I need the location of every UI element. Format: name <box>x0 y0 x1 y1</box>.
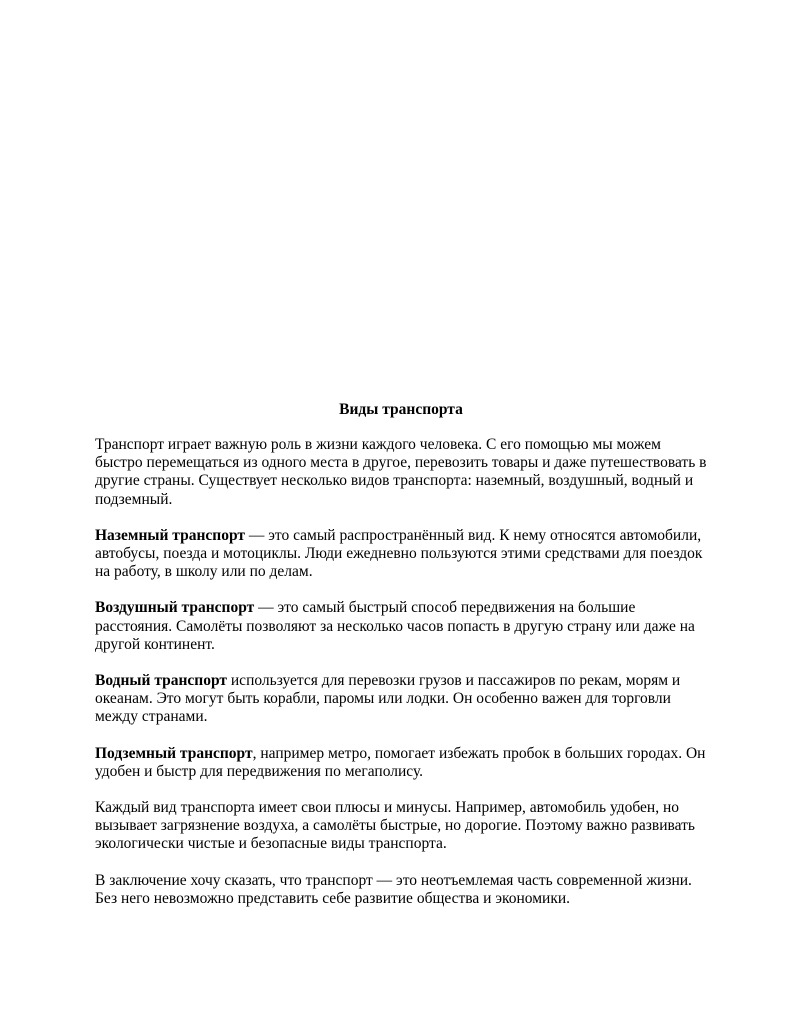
section-water-transport <box>95 672 707 727</box>
document-title: Виды транспорта <box>339 401 463 418</box>
section-text: — это самый распространённый вид. К нему относятся автомобили, автобусы, поезда и мотоциклы. Люди ежедневно пользуются этими средствами для поездок на работу, в школу или по делам. <box>95 526 703 581</box>
section-text: — это самый быстрый способ передвижения на большие расстояния. Самолёты позволяют за несколько часов попасть в другую страну или даже на другой континент. <box>95 599 695 653</box>
section-term: Подземный транспорт <box>95 744 253 762</box>
section-text: , например метро, помогает избежать пробок в больших городах. Он удобен и быстр для передвижения по мегаполису. <box>95 744 706 780</box>
section-term: Воздушный транспорт <box>95 599 255 617</box>
intro-paragraph: Транспорт играет важную роль в жизни каждого человека. С его помощью мы можем быстро перемещаться из одного места в другое, перевозить товары и даже путешествовать в другие страны. Существует несколько видов транспорта: наземный, воздушный, водный и подземный. <box>95 436 707 508</box>
section-air-transport <box>95 599 707 654</box>
conclusion-paragraph: В заключение хочу сказать, что транспорт — это неотъемлемая часть современной жизни. Без него невозможно представить себе развитие общества и экономики. <box>95 871 692 907</box>
section-term: Водный транспорт <box>95 672 228 690</box>
section-text: используется для перевозки грузов и пассажиров по рекам, морям и океанам. Это могут быть корабли, паромы или лодки. Он особенно важен для торговли между странами. <box>95 672 681 726</box>
section-ground-transport <box>95 527 707 582</box>
document-body <box>95 400 707 926</box>
pros-cons-paragraph: Каждый вид транспорта имеет свои плюсы и минусы. Например, автомобиль удобен, но вызывает загрязнение воздуха, а самолёты быстрые, но дорогие. Поэтому важно развивать экологически чистые и безопасные виды транспорта. <box>95 799 695 853</box>
section-term: Наземный транспорт <box>95 526 246 544</box>
section-underground-transport <box>95 745 707 781</box>
